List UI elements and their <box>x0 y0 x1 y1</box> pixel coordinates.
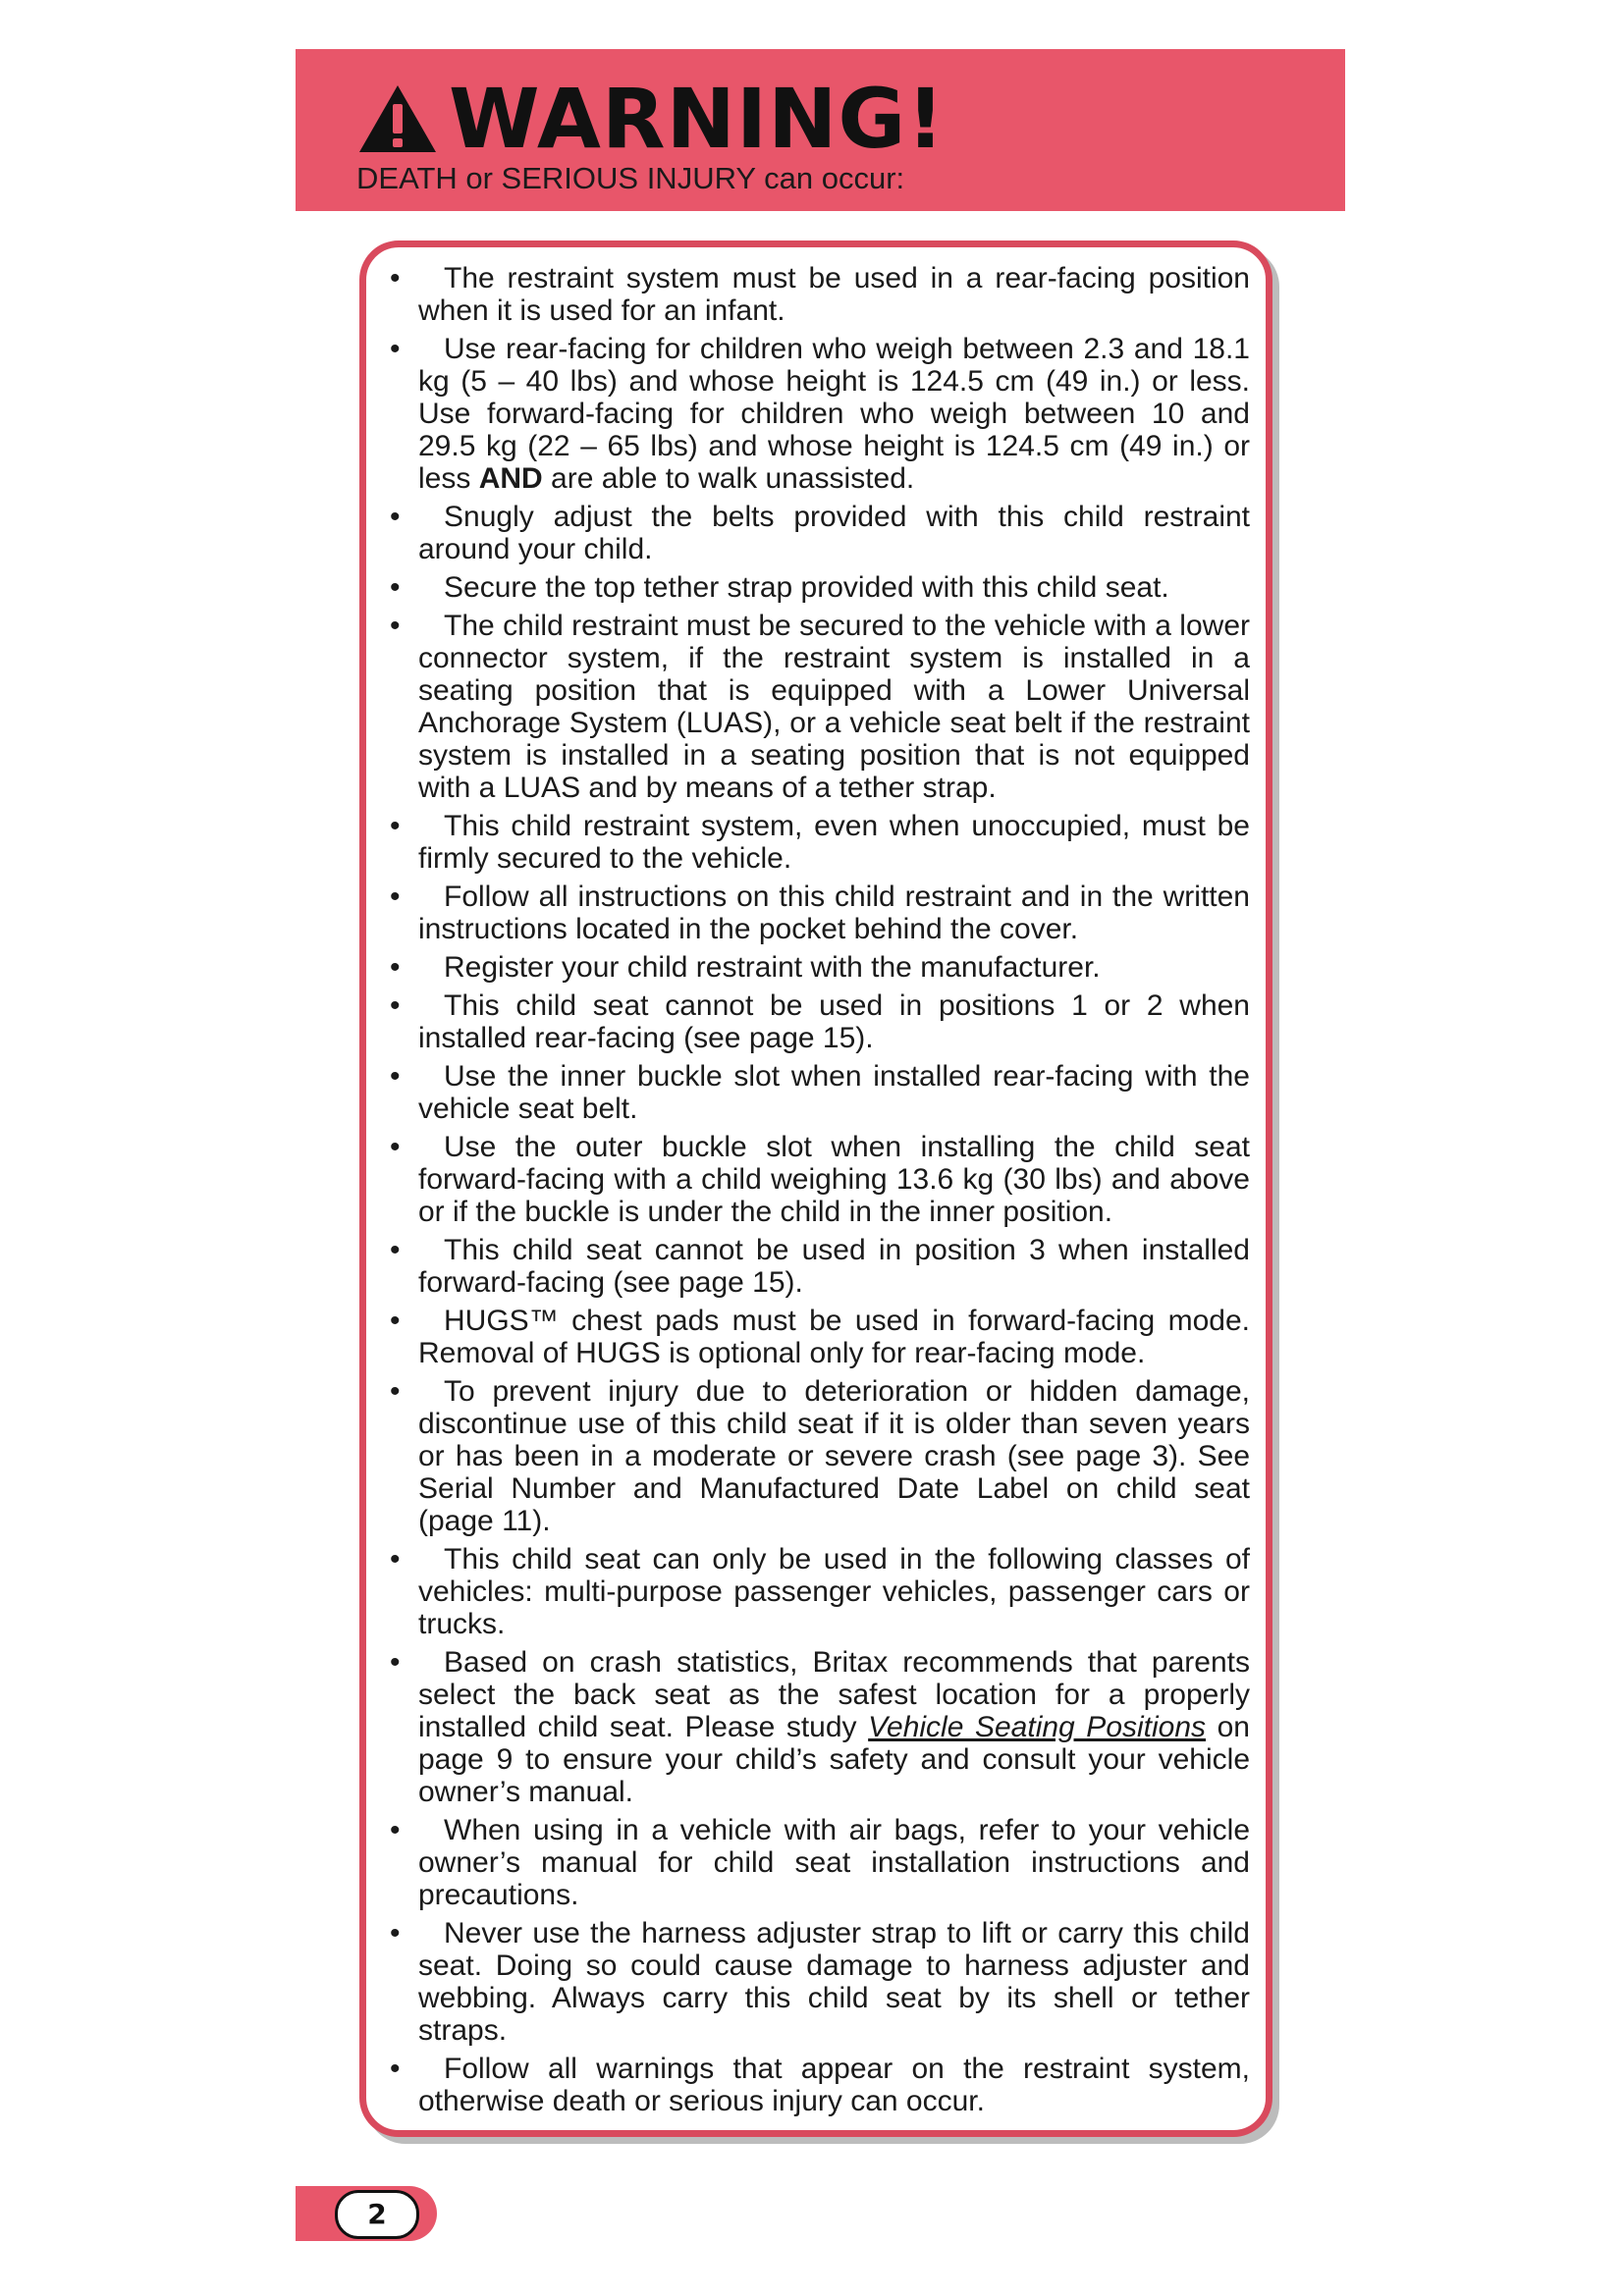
warning-text: Secure the top tether strap provided with this child seat. <box>444 571 1169 604</box>
warning-item <box>415 881 1250 945</box>
warning-text: HUGS™ chest pads must be used in forward-facing mode. Removal of HUGS is optional only for rear-facing mode. <box>418 1305 1250 1369</box>
warning-text: When using in a vehicle with air bags, refer to your vehicle owner’s manual for child seat installation instructions and precautions. <box>418 1814 1250 1911</box>
warning-emphasis: AND <box>478 462 543 495</box>
warning-item <box>415 1917 1250 2047</box>
warning-item <box>415 1234 1250 1299</box>
warning-text: Follow all warnings that appear on the restraint system, otherwise death or serious injury can occur. <box>418 2053 1250 2117</box>
warning-text: Use the inner buckle slot when installed rear-facing with the vehicle seat belt. <box>418 1060 1250 1125</box>
warning-text: Use the outer buckle slot when installing the child seat forward-facing with a child weighing 13.6 kg (30 lbs) and above or if the buckle is under the child in the inner position. <box>418 1131 1250 1228</box>
warning-item <box>415 1375 1250 1537</box>
warning-item <box>415 1543 1250 1640</box>
warning-text: Follow all instructions on this child restraint and in the written instructions located in the pocket behind the cover. <box>418 881 1250 945</box>
warning-text: Use rear-facing for children who weigh between 2.3 and 18.1 kg (5 – 40 lbs) and whose height is 124.5 cm (49 in.) or less. Use forward-facing for children who weigh between 10 and 29.5 kg (22 – 65 lbs) and whose height is 124.5 cm (49 in.) or less <box>418 333 1250 495</box>
page-number: 2 <box>335 2190 419 2239</box>
warning-subtitle: DEATH or SERIOUS INJURY can occur: <box>356 161 905 195</box>
warnings-panel <box>359 240 1272 2137</box>
warning-item <box>415 1060 1250 1125</box>
warning-text: The child restraint must be secured to the vehicle with a lower connector system, if the restraint system is installed in a seating position that is equipped with a Lower Universal Anchorage System (LUAS), or a vehicle seat belt if the restraint system is installed in a seating position that is not equipped with a LUAS and by means of a tether strap. <box>418 610 1250 804</box>
warning-item <box>415 1305 1250 1369</box>
warning-item <box>415 989 1250 1054</box>
warning-list <box>415 262 1250 2123</box>
warning-item <box>415 1814 1250 1911</box>
warning-text-continued: are able to walk unassisted. <box>542 462 915 495</box>
page-tab <box>296 2186 437 2241</box>
warning-header <box>296 49 1345 211</box>
warning-text: Snugly adjust the belts provided with this child restraint around your child. <box>418 501 1250 565</box>
warning-text: The restraint system must be used in a rear-facing position when it is used for an infant. <box>418 262 1250 327</box>
warning-text: Register your child restraint with the manufacturer. <box>444 951 1101 984</box>
warning-title: WARNING! <box>449 71 946 167</box>
warning-item <box>415 1646 1250 1808</box>
warning-title-row <box>356 71 946 167</box>
warning-item <box>415 810 1250 875</box>
warning-text: Based on crash statistics, Britax recommends that parents select the back seat as the safest location for a properly installed child seat. Please study <box>418 1646 1250 1743</box>
section-reference-link[interactable]: Vehicle Seating Positions <box>868 1711 1207 1743</box>
warning-item <box>415 501 1250 565</box>
warning-text: This child seat can only be used in the following classes of vehicles: multi-purpose passenger vehicles, passenger cars or trucks. <box>418 1543 1250 1640</box>
warning-item <box>415 610 1250 804</box>
warning-text: This child seat cannot be used in position 3 when installed forward-facing (see page 15). <box>418 1234 1250 1299</box>
warning-item <box>415 333 1250 495</box>
warning-item <box>415 951 1250 984</box>
warning-text-continued: on page 9 to ensure your child’s safety and consult your vehicle owner’s manual. <box>418 1711 1250 1808</box>
warning-text: This child restraint system, even when unoccupied, must be firmly secured to the vehicle. <box>418 810 1250 875</box>
warning-item <box>415 2053 1250 2117</box>
warning-text: This child seat cannot be used in positions 1 or 2 when installed rear-facing (see page 15). <box>418 989 1250 1054</box>
warning-item <box>415 571 1250 604</box>
warning-triangle-icon <box>356 82 439 155</box>
warning-item <box>415 1131 1250 1228</box>
warning-text: Never use the harness adjuster strap to lift or carry this child seat. Doing so could cause damage to harness adjuster and webbing. Always carry this child seat by its shell or tether straps. <box>418 1917 1250 2047</box>
warning-text: To prevent injury due to deterioration or hidden damage, discontinue use of this child seat if it is older than seven years or has been in a moderate or severe crash (see page 3). See Serial Number and Manufactured Date Label on child seat (page 11). <box>418 1375 1250 1537</box>
warning-item <box>415 262 1250 327</box>
